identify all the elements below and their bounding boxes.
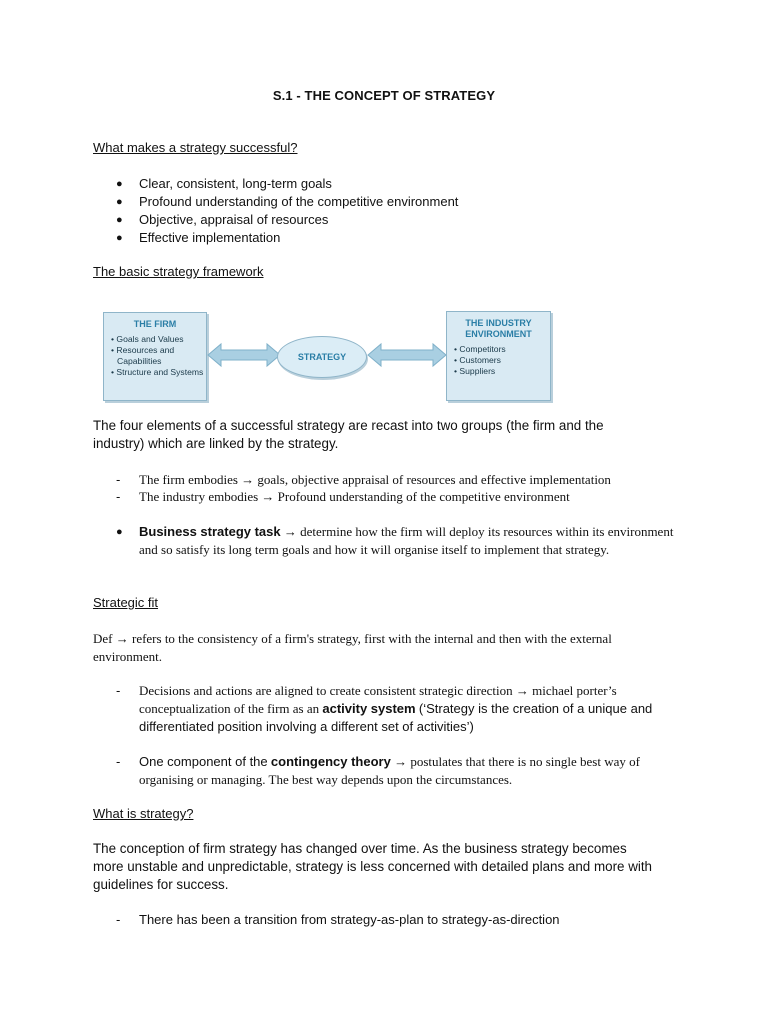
industry-panel-title bbox=[447, 318, 550, 340]
list-item-text: The firm embodies → goals, objective appraisal of resources and effective implementation bbox=[139, 472, 611, 487]
bullet-icon: ● bbox=[116, 196, 123, 208]
firm-panel bbox=[103, 312, 207, 401]
industry-title-line: THE INDUSTRY bbox=[465, 318, 532, 328]
porter-text: Decisions and actions are aligned to create consistent strategic direction → michael porter’s conceptualization of the firm as an bbox=[139, 683, 617, 716]
dash-marker: - bbox=[116, 754, 121, 769]
section-heading-successful-strategy: What makes a strategy successful? bbox=[93, 140, 298, 155]
task-label: Business strategy task bbox=[139, 524, 281, 539]
dash-marker: - bbox=[116, 472, 121, 487]
list-item bbox=[116, 682, 676, 736]
framework-paragraph: The four elements of a successful strategy are recast into two groups (the firm and the industry) which are linked by the strategy. bbox=[93, 418, 604, 451]
contingency-prefix: One component of the bbox=[139, 754, 268, 769]
definition-paragraph: Def → refers to the consistency of a firm's strategy, first with the internal and then with the external environment. bbox=[93, 631, 612, 664]
dash-marker: - bbox=[116, 489, 121, 504]
firm-panel-title: THE FIRM bbox=[133, 319, 177, 329]
page-title: S.1 - THE CONCEPT OF STRATEGY bbox=[272, 88, 496, 103]
list-item bbox=[116, 211, 458, 229]
business-strategy-task bbox=[116, 523, 676, 559]
porter-quote: (‘Strategy is the creation of a unique and differentiated position involving a different set of activities’) bbox=[139, 701, 653, 734]
list-item-text: Objective, appraisal of resources bbox=[139, 212, 329, 227]
list-item bbox=[116, 175, 458, 193]
industry-environment-panel bbox=[446, 311, 551, 401]
strategy-conception-paragraph: The conception of firm strategy has changed over time. As the business strategy becomes more unstable and unpredictable, strategy is less concerned with detailed plans and more with guidelines for success. bbox=[93, 841, 653, 892]
section-heading-strategy-framework: The basic strategy framework bbox=[93, 264, 264, 279]
activity-system-term: activity system bbox=[322, 701, 416, 716]
list-item bbox=[116, 753, 676, 789]
bullet-icon: ● bbox=[116, 526, 123, 538]
industry-item: • Suppliers bbox=[454, 366, 550, 377]
list-item bbox=[116, 488, 676, 506]
strategy-node: STRATEGY bbox=[277, 336, 367, 378]
list-item bbox=[116, 193, 458, 211]
firm-item: • Resources and Capabilities bbox=[111, 345, 206, 367]
section-heading-strategic-fit: Strategic fit bbox=[93, 595, 159, 610]
dash-marker: - bbox=[116, 683, 121, 698]
double-arrow-right-icon bbox=[367, 342, 447, 368]
list-item bbox=[116, 471, 676, 489]
double-arrow-left-icon bbox=[207, 342, 281, 368]
contingency-text: → postulates that there is no single best way of organising or managing. The best way depends upon the circumstances. bbox=[139, 754, 640, 787]
list-item-text: There has been a transition from strategy-as-plan to strategy-as-direction bbox=[139, 912, 560, 927]
bullet-icon: ● bbox=[116, 214, 123, 226]
list-item-text: Clear, consistent, long-term goals bbox=[139, 176, 332, 191]
strategy-framework-diagram bbox=[93, 299, 563, 403]
contingency-theory-term: contingency theory bbox=[270, 754, 391, 769]
list-item-text: The industry embodies → Profound understanding of the competitive environment bbox=[139, 489, 570, 504]
list-item bbox=[116, 911, 676, 929]
dash-marker: - bbox=[116, 912, 121, 927]
section-heading-what-is-strategy: What is strategy? bbox=[93, 806, 194, 821]
list-item bbox=[116, 229, 458, 247]
industry-title-line: ENVIRONMENT bbox=[465, 329, 532, 339]
success-factors-list bbox=[116, 175, 458, 247]
task-text: → determine how the firm will deploy its resources within its environment and so satisfy its long term goals and how it will organise itself to implement that strategy. bbox=[139, 524, 674, 557]
industry-item: • Customers bbox=[454, 355, 550, 366]
bullet-icon: ● bbox=[116, 178, 123, 190]
industry-item: • Competitors bbox=[454, 344, 550, 355]
firm-item: • Structure and Systems bbox=[111, 367, 206, 378]
bullet-icon: ● bbox=[116, 232, 123, 244]
firm-item: • Goals and Values bbox=[111, 334, 206, 345]
list-item-text: Profound understanding of the competitive environment bbox=[139, 194, 459, 209]
list-item-text: Effective implementation bbox=[139, 230, 281, 245]
